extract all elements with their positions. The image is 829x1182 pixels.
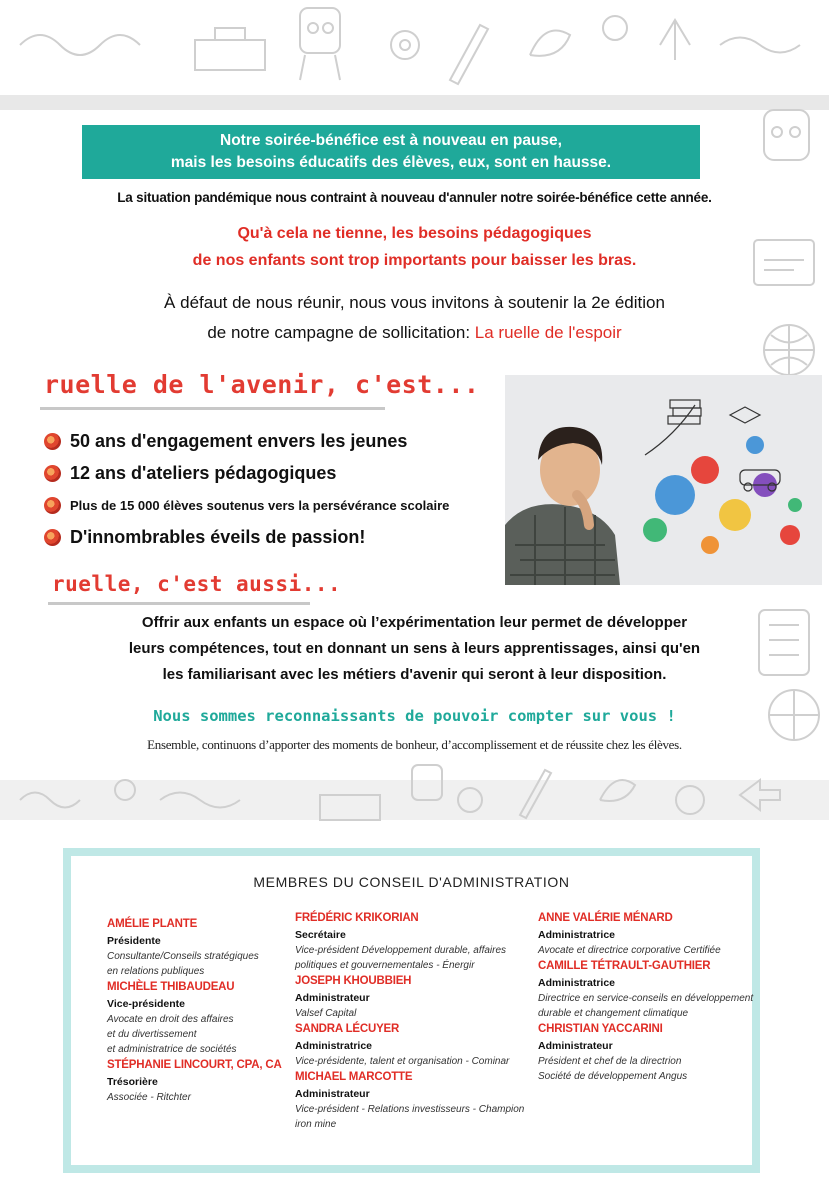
- section-underline: [40, 407, 385, 410]
- member-desc: Valsef Capital: [295, 1008, 357, 1019]
- member-role: Secrétaire: [295, 929, 346, 941]
- bullet-text: Plus de 15 000 élèves soutenus vers la persévérance scolaire: [70, 497, 450, 513]
- member-desc: Président et chef de la directrion: [538, 1056, 682, 1067]
- bullet-item: [44, 489, 449, 521]
- invite-line-2-prefix: de notre campagne de sollicitation:: [207, 323, 475, 342]
- member-desc: Société de développement Angus: [538, 1071, 688, 1082]
- invite-text: [0, 288, 829, 348]
- campaign-name: La ruelle de l'espoir: [474, 323, 622, 342]
- board-member: [295, 1021, 535, 1069]
- together-text: Ensemble, continuons d’apporter des moments de bonheur, d’accomplissement et de réussite chez les élèves.: [147, 737, 682, 752]
- board-members-panel: [63, 848, 760, 1173]
- offer-line: Offrir aux enfants un espace où l’expérimentation leur permet de développer: [141, 614, 688, 631]
- member-name: MICHAEL MARCOTTE: [295, 1071, 413, 1083]
- bullet-list: [44, 425, 449, 553]
- invite-line-2: [0, 318, 829, 348]
- boy-thinking-photo: [505, 375, 822, 585]
- snail-bullet-icon: [44, 497, 61, 514]
- board-member: [538, 910, 778, 958]
- bullet-item: [44, 425, 449, 457]
- offer-paragraph: [0, 610, 829, 688]
- board-column-3: [538, 910, 778, 1084]
- banner-line-2: mais les besoins éducatifs des élèves, eux, sont en hausse.: [170, 154, 612, 171]
- member-role: Administrateur: [538, 1040, 613, 1052]
- board-member: [295, 1069, 535, 1132]
- member-role: Administratrice: [538, 929, 616, 941]
- offer-line: les familiarisant avec les métiers d'avenir qui seront à leur disposition.: [162, 666, 667, 683]
- top-doodle-band: [0, 0, 829, 110]
- member-desc: Avocate en droit des affaires: [107, 1014, 234, 1025]
- red-message-line-2: de nos enfants sont trop importants pour baisser les bras.: [192, 252, 637, 269]
- bullet-text: 12 ans d'ateliers pédagogiques: [70, 462, 337, 483]
- red-message: [0, 220, 829, 274]
- board-column-2: [295, 910, 535, 1132]
- member-role: Administratrice: [295, 1040, 373, 1052]
- member-desc: Associée - Ritchter: [107, 1092, 191, 1103]
- banner-line-1: Notre soirée-bénéfice est à nouveau en pause,: [220, 132, 562, 149]
- member-role: Administrateur: [295, 992, 370, 1004]
- member-name: CAMILLE TÉTRAULT-GAUTHIER: [538, 960, 711, 972]
- member-desc: et administratrice de sociétés: [107, 1044, 237, 1055]
- member-name: ANNE VALÉRIE MÉNARD: [538, 912, 673, 924]
- section-title-avenir: ruelle de l'avenir, c'est...: [44, 370, 480, 399]
- member-name: AMÉLIE PLANTE: [107, 918, 198, 930]
- board-member: [295, 910, 535, 973]
- board-member: [295, 973, 535, 1021]
- member-name: STÉPHANIE LINCOURT, CPA, CA: [107, 1059, 282, 1071]
- bullet-item: [44, 521, 449, 553]
- bullet-item: [44, 457, 449, 489]
- member-desc: Vice-président - Relations investisseurs - Champion: [295, 1104, 525, 1115]
- member-desc: politiques et gouvernementales - Énergir: [295, 960, 475, 971]
- snail-bullet-icon: [44, 465, 61, 482]
- bottom-doodle-band: [0, 760, 829, 835]
- intro-text: La situation pandémique nous contraint à nouveau d'annuler notre soirée-bénéfice cette année.: [117, 190, 712, 205]
- member-role: Vice-présidente: [107, 998, 186, 1010]
- bullet-text: 50 ans d'engagement envers les jeunes: [70, 430, 408, 451]
- member-role: Trésorière: [107, 1076, 158, 1088]
- invite-line-1: À défaut de nous réunir, nous vous invitons à soutenir la 2e édition: [164, 293, 665, 312]
- snail-bullet-icon: [44, 433, 61, 450]
- section-title-aussi: ruelle, c'est aussi...: [52, 572, 342, 596]
- board-member: [538, 958, 778, 1021]
- offer-line: leurs compétences, tout en donnant un sens à leurs apprentissages, ainsi qu'en: [128, 640, 701, 657]
- member-name: FRÉDÉRIC KRIKORIAN: [295, 912, 419, 924]
- member-desc: durable et changement climatique: [538, 1008, 689, 1019]
- red-message-line-1: Qu'à cela ne tienne, les besoins pédagogiques: [237, 225, 592, 242]
- member-name: JOSEPH KHOUBBIEH: [295, 975, 412, 987]
- board-title: MEMBRES DU CONSEIL D'ADMINISTRATION: [253, 874, 570, 890]
- member-desc: et du divertissement: [107, 1029, 197, 1040]
- member-desc: Directrice en service-conseils en développement: [538, 993, 754, 1004]
- thanks-heading: Nous sommes reconnaissants de pouvoir compter sur vous !: [153, 707, 676, 725]
- member-role: Présidente: [107, 935, 161, 947]
- member-role: Administrateur: [295, 1088, 370, 1100]
- member-desc: Vice-présidente, talent et organisation - Cominar: [295, 1056, 510, 1067]
- member-name: SANDRA LÉCUYER: [295, 1023, 400, 1035]
- member-name: MICHÈLE THIBAUDEAU: [107, 981, 235, 993]
- section-underline: [48, 602, 310, 605]
- snail-bullet-icon: [44, 529, 61, 546]
- member-desc: Consultante/Conseils stratégiques: [107, 951, 259, 962]
- bullet-text: D'innombrables éveils de passion!: [70, 526, 366, 547]
- member-desc: Vice-président Développement durable, affaires: [295, 945, 507, 956]
- member-name: CHRISTIAN YACCARINI: [538, 1023, 663, 1035]
- member-desc: iron mine: [295, 1119, 337, 1130]
- board-inner: [71, 856, 752, 1165]
- member-role: Administratrice: [538, 977, 616, 989]
- member-desc: Avocate et directrice corporative Certifiée: [538, 945, 721, 956]
- member-desc: en relations publiques: [107, 966, 205, 977]
- board-member: [538, 1021, 778, 1084]
- headline-banner: [82, 125, 700, 179]
